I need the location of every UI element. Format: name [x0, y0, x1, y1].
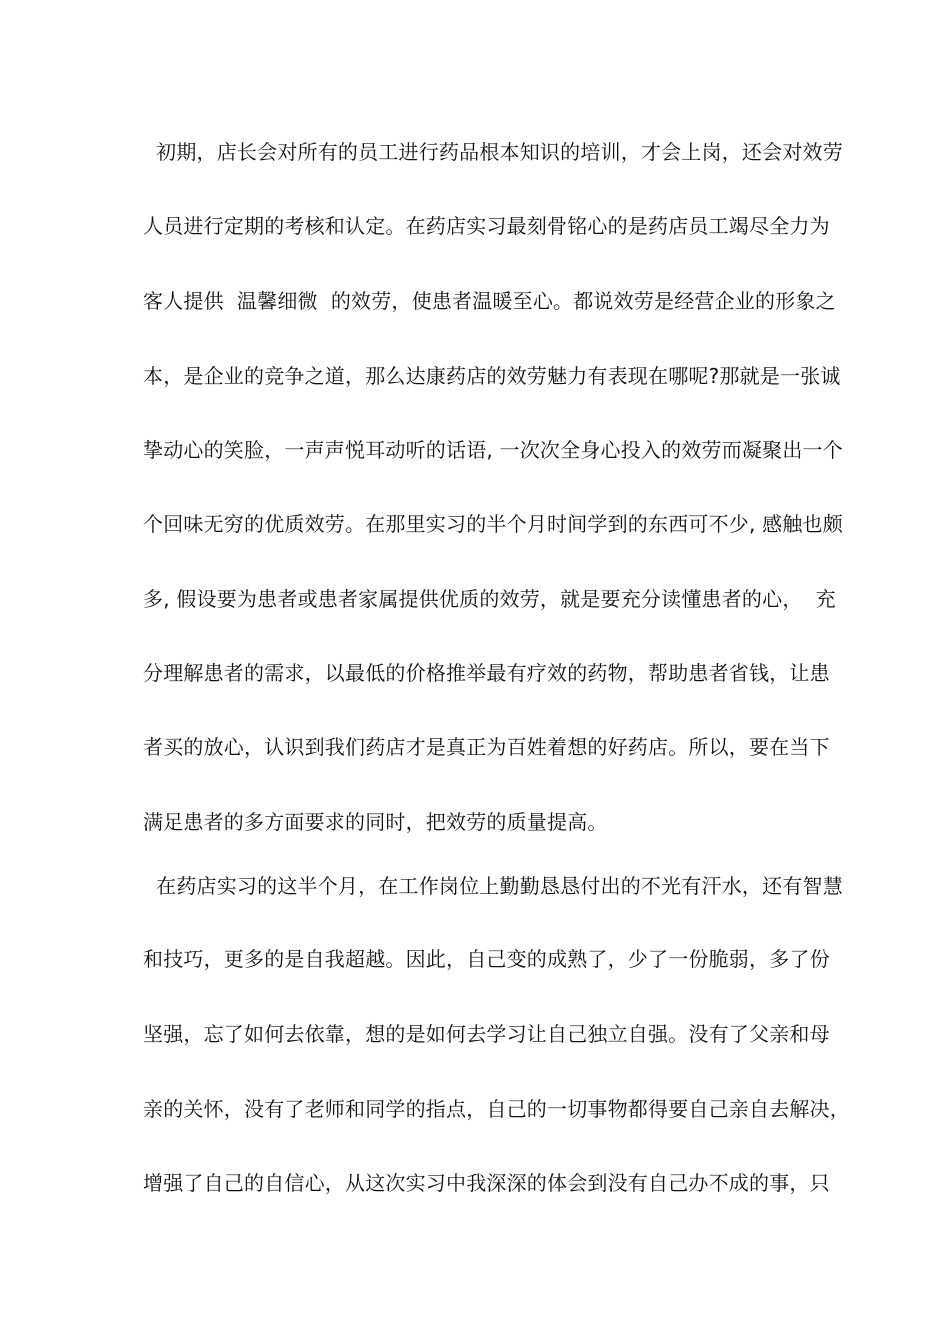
paragraph-1-line-10: 满足患者的多方面要求的同时，把效劳的质量提高。 — [143, 810, 608, 834]
paragraph-1-line-4: 本，是企业的竞争之道，那么达康药店的效劳魅力有表现在哪呢?那就是一张诚 — [143, 364, 841, 388]
paragraph-1-line-6: 个回味无穷的优质效劳。在那里实习的半个月时间学到的东西可不少, 感触也颇 — [143, 512, 843, 536]
paragraph-2-line-1: 在药店实习的这半个月，在工作岗位上勤勤恳恳付出的不光有汗水，还有智慧 — [143, 874, 843, 898]
paragraph-2-line-3: 坚强，忘了如何去依靠，想的是如何去学习让自己独立自强。没有了父亲和母 — [143, 1022, 830, 1046]
paragraph-1-line-1: 初期，店长会对所有的员工进行药品根本知识的培训，才会上岗，还会对效劳 — [143, 140, 843, 164]
paragraph-1-line-2: 人员进行定期的考核和认定。在药店实习最刻骨铭心的是药店员工竭尽全力为 — [143, 214, 830, 238]
paragraph-1-line-8: 分理解患者的需求，以最低的价格推举最有疗效的药物，帮助患者省钱，让患 — [143, 661, 830, 685]
paragraph-2-line-4: 亲的关怀，没有了老师和同学的指点，自己的一切事物都得要自己亲自去解决， — [143, 1097, 850, 1121]
paragraph-2-line-2: 和技巧，更多的是自我超越。因此，自己变的成熟了，少了一份脆弱，多了份 — [143, 947, 830, 971]
paragraph-1-line-3: 客人提供 温馨细微 的效劳，使患者温暖至心。都说效劳是经营企业的形象之 — [143, 289, 836, 313]
paragraph-1-line-7: 多, 假设要为患者或患者家属提供优质的效劳，就是要充分读懂患者的心， 充 — [143, 587, 836, 611]
paragraph-1-line-9: 者买的放心，认识到我们药店才是真正为百姓着想的好药店。所以，要在当下 — [143, 735, 830, 759]
paragraph-1-line-5: 挚动心的笑脸，一声声悦耳动听的话语, 一次次全身心投入的效劳而凝聚出一个 — [143, 438, 843, 462]
paragraph-2-line-5: 增强了自己的自信心，从这次实习中我深深的体会到没有自己办不成的事，只 — [143, 1171, 830, 1195]
